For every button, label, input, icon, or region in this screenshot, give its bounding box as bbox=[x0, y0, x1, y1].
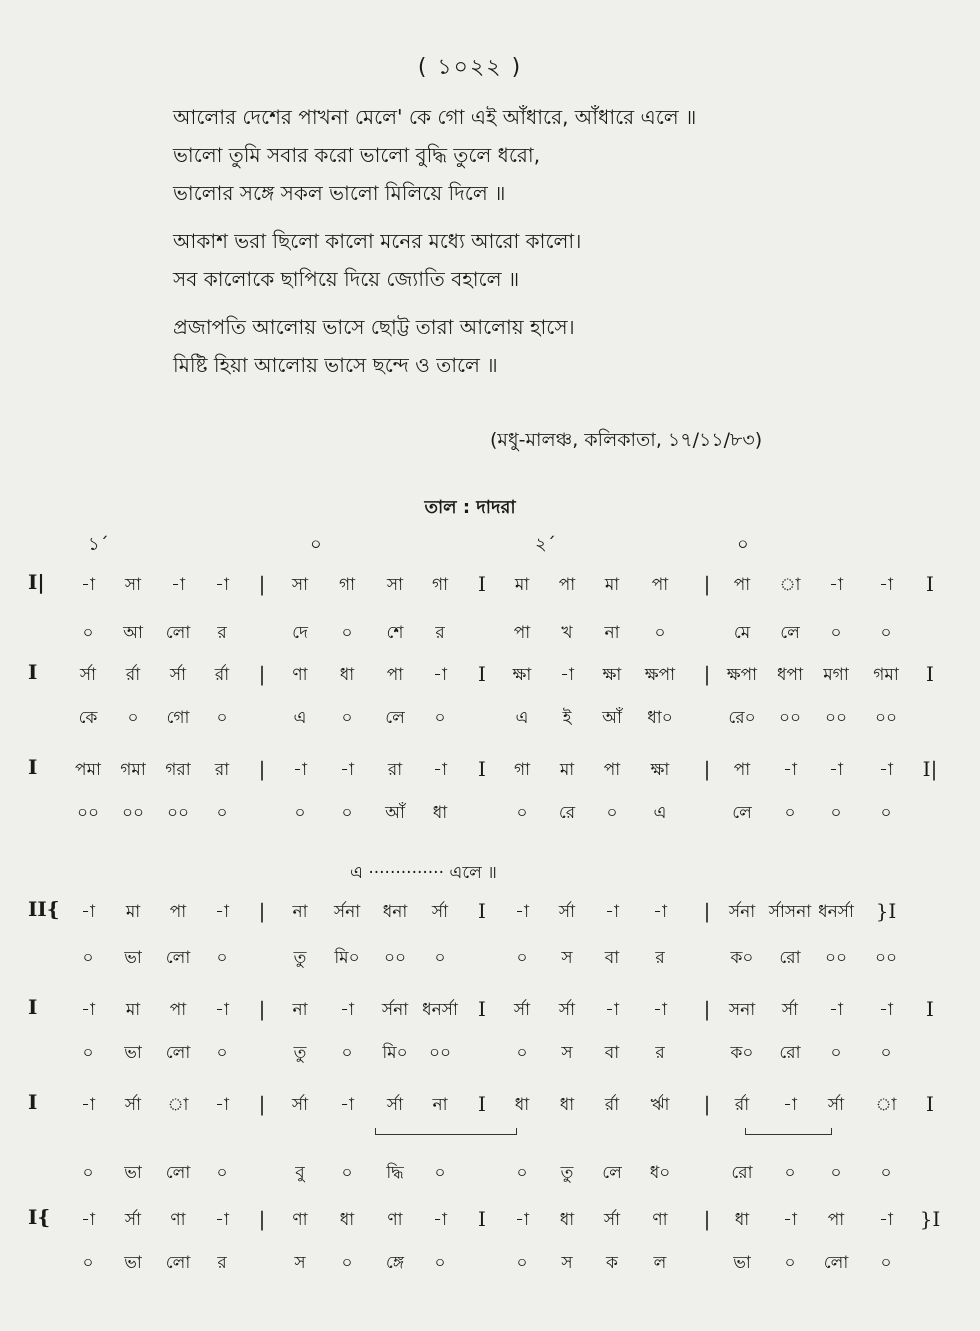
swara-note: -া bbox=[81, 902, 95, 922]
lyric-syllable: র bbox=[217, 1253, 227, 1273]
swara-note: -া bbox=[653, 1000, 667, 1020]
lyric-syllable: ভা bbox=[124, 1253, 142, 1273]
notation-row-marker: I{ bbox=[28, 1205, 51, 1229]
swara-note: ণা bbox=[292, 665, 308, 685]
lyric-syllable: পা bbox=[513, 623, 531, 643]
lyric-syllable: ০ bbox=[216, 1163, 228, 1183]
lyric-syllable: বা bbox=[604, 948, 620, 968]
swara-note: -া bbox=[433, 760, 447, 780]
bar-line: I bbox=[926, 997, 934, 1021]
swara-note: পা bbox=[386, 665, 404, 685]
lyric-syllable: লে bbox=[602, 1163, 622, 1183]
lyric-syllable: বা bbox=[604, 1043, 620, 1063]
swara-note: -া bbox=[340, 1095, 354, 1115]
lyric-syllable: স bbox=[561, 1253, 573, 1273]
swara-note: গরা bbox=[165, 760, 191, 780]
lyric-syllable: মি০ bbox=[382, 1043, 408, 1063]
swara-note: র্রা bbox=[604, 1095, 620, 1115]
swara-note: র্সা bbox=[169, 665, 187, 685]
swara-note: গা bbox=[513, 760, 531, 780]
swara-note: র্সা bbox=[558, 902, 576, 922]
swara-note: -া bbox=[340, 760, 354, 780]
swara-note: পা bbox=[733, 575, 751, 595]
swara-note: -া bbox=[81, 1095, 95, 1115]
swara-note: ণা bbox=[292, 1210, 308, 1230]
swara-note: -া bbox=[81, 1000, 95, 1020]
lyric-syllable: ভা bbox=[124, 948, 142, 968]
lyric-syllable: ০ bbox=[784, 1253, 796, 1273]
lyric-syllable: ০ bbox=[830, 623, 842, 643]
lyric-syllable: ০০ bbox=[428, 1043, 452, 1063]
swara-note: ধা bbox=[339, 665, 355, 685]
lyric-syllable: তু bbox=[293, 1043, 307, 1063]
bar-line: | bbox=[258, 997, 266, 1021]
swara-note: ক্ষপা bbox=[644, 665, 676, 685]
lyric-syllable: ভা bbox=[733, 1253, 751, 1273]
lyric-syllable: ০০ bbox=[824, 948, 848, 968]
swara-note: -া bbox=[515, 1210, 529, 1230]
lyric-line: মিষ্টি হিয়া আলোয় ভাসে ছন্দে ও তালে ॥ bbox=[173, 353, 498, 377]
swara-note: -া bbox=[879, 1210, 893, 1230]
swara-note: র্সা bbox=[431, 902, 449, 922]
bar-line: | bbox=[703, 997, 711, 1021]
swara-note: -া bbox=[215, 902, 229, 922]
swara-note: পা bbox=[169, 1000, 187, 1020]
swara-note: -া bbox=[605, 902, 619, 922]
lyric-line: ভালোর সঙ্গে সকল ভালো মিলিয়ে দিলে ॥ bbox=[173, 181, 506, 205]
lyric-syllable: ০ bbox=[830, 803, 842, 823]
lyric-syllable: স bbox=[561, 1043, 573, 1063]
swara-note: রা bbox=[214, 760, 230, 780]
lyric-syllable: রে bbox=[558, 803, 576, 823]
beat-mark: ০ bbox=[310, 534, 322, 555]
lyric-syllable: ০ bbox=[516, 948, 528, 968]
lyric-syllable: এ bbox=[293, 708, 307, 728]
lyric-syllable: ০ bbox=[82, 1163, 94, 1183]
swara-note: ক্ষা bbox=[602, 665, 622, 685]
lyric-syllable: ভা bbox=[124, 1163, 142, 1183]
swara-note: -া bbox=[293, 760, 307, 780]
swara-note: ধনা bbox=[382, 902, 408, 922]
bar-line: | bbox=[703, 662, 711, 686]
swara-note: ধনর্সা bbox=[818, 902, 854, 922]
swara-note: গমা bbox=[873, 665, 899, 685]
swara-note: -া bbox=[215, 575, 229, 595]
swara-note: ণা bbox=[170, 1210, 186, 1230]
swara-note: ধা bbox=[514, 1095, 530, 1115]
lyric-syllable: ০ bbox=[341, 623, 353, 643]
bar-line: }I bbox=[919, 1207, 941, 1231]
swara-note: পা bbox=[603, 760, 621, 780]
bar-line: I bbox=[926, 662, 934, 686]
lyric-syllable: ই bbox=[562, 708, 572, 728]
lyric-line: আলোর দেশের পাখনা মেলে' কে গো এই আঁধারে, আঁধারে এলে ॥ bbox=[173, 105, 697, 129]
swara-note: -া bbox=[215, 1000, 229, 1020]
slur-mark bbox=[745, 1128, 832, 1135]
lyric-syllable: ০ bbox=[294, 803, 306, 823]
lyric-syllable: এ bbox=[653, 803, 667, 823]
swara-note: পা bbox=[558, 575, 576, 595]
swara-note: পমা bbox=[75, 760, 101, 780]
lyric-syllable: ০০ bbox=[76, 803, 100, 823]
lyric-syllable: রে০ bbox=[728, 708, 756, 728]
lyric-syllable: আঁ bbox=[385, 803, 405, 823]
swara-note: -া bbox=[433, 665, 447, 685]
lyric-syllable: না bbox=[604, 623, 620, 643]
notation-row-marker: I bbox=[28, 660, 38, 684]
swara-note: গা bbox=[338, 575, 356, 595]
bar-line: }I bbox=[875, 899, 897, 923]
bar-line: I bbox=[478, 662, 486, 686]
swara-note: র্সনা bbox=[333, 902, 361, 922]
bar-line: | bbox=[703, 572, 711, 596]
swara-note: র্সা bbox=[124, 1095, 142, 1115]
lyric-syllable: ০ bbox=[216, 948, 228, 968]
swara-note: পা bbox=[733, 760, 751, 780]
lyric-syllable: ০ bbox=[341, 1253, 353, 1273]
tala-heading: তাল : দাদরা bbox=[424, 497, 516, 518]
lyric-syllable: গো bbox=[166, 708, 190, 728]
swara-note: -া bbox=[215, 1210, 229, 1230]
swara-note: গা bbox=[431, 575, 449, 595]
swara-note: না bbox=[432, 1095, 448, 1115]
lyric-syllable: লে bbox=[385, 708, 405, 728]
lyric-syllable: ০০ bbox=[874, 708, 898, 728]
lyric-syllable: ০ bbox=[516, 1043, 528, 1063]
swara-note: ধা bbox=[559, 1210, 575, 1230]
swara-note: -া bbox=[879, 1000, 893, 1020]
lyric-syllable: লো bbox=[165, 623, 191, 643]
swara-note: -া bbox=[783, 760, 797, 780]
swara-note: -া bbox=[340, 1000, 354, 1020]
bar-line: I bbox=[478, 1092, 486, 1116]
lyric-syllable: খ bbox=[561, 623, 573, 643]
swara-note: র্ঋা bbox=[650, 1095, 670, 1115]
swara-note: ধা bbox=[559, 1095, 575, 1115]
lyric-syllable: ভা bbox=[124, 1043, 142, 1063]
lyric-syllable: র bbox=[655, 1043, 665, 1063]
lyric-syllable: ০ bbox=[830, 1043, 842, 1063]
swara-note: সা bbox=[124, 575, 142, 595]
bar-line: I bbox=[478, 1207, 486, 1231]
bar-line: | bbox=[703, 757, 711, 781]
swara-note: না bbox=[292, 1000, 308, 1020]
swara-note: র্সা bbox=[513, 1000, 531, 1020]
swara-note: -া bbox=[81, 1210, 95, 1230]
swara-note: া bbox=[779, 575, 801, 595]
swara-note: র্সা bbox=[386, 1095, 404, 1115]
lyric-line: সব কালোকে ছাপিয়ে দিয়ে জ্যোতি বহালে ॥ bbox=[173, 267, 520, 291]
bar-line: | bbox=[258, 1207, 266, 1231]
swara-note: র্সা bbox=[827, 1095, 845, 1115]
swara-note: -া bbox=[433, 1210, 447, 1230]
swara-note: -া bbox=[879, 575, 893, 595]
lyric-syllable: ০ bbox=[82, 948, 94, 968]
swara-note: মা bbox=[604, 575, 620, 595]
lyric-syllable: আ bbox=[123, 623, 143, 643]
lyric-syllable: ০০ bbox=[874, 948, 898, 968]
lyric-syllable: লো bbox=[165, 948, 191, 968]
source-note: (মধু-মালঞ্চ, কলিকাতা, ১৭/১১/৮৩) bbox=[490, 429, 763, 451]
lyric-line: আকাশ ভরা ছিলো কালো মনের মধ্যে আরো কালো। bbox=[173, 229, 582, 253]
lyric-syllable: ০ bbox=[216, 803, 228, 823]
swara-note: র্সা bbox=[603, 1210, 621, 1230]
notation-row-marker: I bbox=[28, 1090, 38, 1114]
bar-line: | bbox=[258, 572, 266, 596]
lyric-syllable: ০০ bbox=[166, 803, 190, 823]
swara-note: ণা bbox=[652, 1210, 668, 1230]
lyric-syllable: ০ bbox=[82, 623, 94, 643]
lyric-syllable: ০০ bbox=[824, 708, 848, 728]
bar-line: I bbox=[478, 572, 486, 596]
bar-line: I bbox=[478, 899, 486, 923]
lyric-syllable: ০০ bbox=[778, 708, 802, 728]
lyric-syllable: ০ bbox=[606, 803, 618, 823]
swara-note: ধনর্সা bbox=[422, 1000, 458, 1020]
lyric-syllable: ০ bbox=[341, 708, 353, 728]
swara-note: রা bbox=[387, 760, 403, 780]
lyric-syllable: র bbox=[655, 948, 665, 968]
lyric-syllable: ল bbox=[653, 1253, 667, 1273]
lyric-syllable: মি০ bbox=[334, 948, 360, 968]
swara-note: -া bbox=[171, 575, 185, 595]
swara-note: -া bbox=[829, 760, 843, 780]
lyric-syllable: ঙ্গে bbox=[385, 1253, 405, 1273]
notation-row-marker: I| bbox=[28, 570, 45, 594]
swara-note: -া bbox=[783, 1095, 797, 1115]
swara-note: র্সা bbox=[558, 1000, 576, 1020]
lyric-syllable: দ্ধি bbox=[386, 1163, 404, 1183]
lyric-syllable: ০ bbox=[434, 1163, 446, 1183]
swara-note: া bbox=[167, 1095, 189, 1115]
lyric-syllable: রো bbox=[731, 1163, 753, 1183]
swara-note: -া bbox=[829, 1000, 843, 1020]
lyric-syllable: ০ bbox=[880, 1043, 892, 1063]
lyric-syllable: ০ bbox=[341, 1163, 353, 1183]
swara-note: মা bbox=[514, 575, 530, 595]
lyric-syllable: ০ bbox=[434, 948, 446, 968]
bar-line: | bbox=[258, 1092, 266, 1116]
lyric-syllable: ০ bbox=[516, 1163, 528, 1183]
lyric-syllable: এ bbox=[515, 708, 529, 728]
swara-note: ক্ষা bbox=[650, 760, 670, 780]
swara-note: -া bbox=[215, 1095, 229, 1115]
lyric-syllable: ০ bbox=[516, 1253, 528, 1273]
bar-line: I bbox=[926, 572, 934, 596]
bar-line: | bbox=[258, 899, 266, 923]
swara-note: না bbox=[292, 902, 308, 922]
lyric-syllable: রো bbox=[779, 948, 801, 968]
beat-mark: ০ bbox=[737, 534, 749, 555]
lyrics-block bbox=[173, 98, 893, 394]
lyric-syllable: ০ bbox=[127, 708, 139, 728]
lyric-syllable: শে bbox=[386, 623, 404, 643]
bar-line: | bbox=[703, 899, 711, 923]
swara-note: ণা bbox=[387, 1210, 403, 1230]
swara-note: -া bbox=[515, 902, 529, 922]
lyric-syllable: ধা bbox=[432, 803, 448, 823]
swara-note: -া bbox=[783, 1210, 797, 1230]
swara-note: -া bbox=[879, 760, 893, 780]
lyric-syllable: ০ bbox=[516, 803, 528, 823]
swara-note: র্রা bbox=[125, 665, 141, 685]
swara-note: ধপা bbox=[777, 665, 803, 685]
lyric-syllable: রো bbox=[779, 1043, 801, 1063]
lyric-syllable: লে bbox=[732, 803, 752, 823]
lyric-syllable: ০ bbox=[784, 1163, 796, 1183]
bar-line: | bbox=[703, 1207, 711, 1231]
swara-note: ধা bbox=[339, 1210, 355, 1230]
lyric-syllable: ক০ bbox=[730, 1043, 754, 1063]
lyric-syllable: ০ bbox=[82, 1253, 94, 1273]
swara-note: র্সা bbox=[124, 1210, 142, 1230]
swara-note: মা bbox=[125, 1000, 141, 1020]
notation-row-marker: II{ bbox=[28, 897, 60, 921]
lyric-syllable: স bbox=[294, 1253, 306, 1273]
swara-note: ক্ষপা bbox=[726, 665, 758, 685]
swara-note: র্সনা bbox=[728, 902, 756, 922]
lyric-syllable: ০ bbox=[341, 1043, 353, 1063]
swara-note: পা bbox=[827, 1210, 845, 1230]
swara-note: মা bbox=[559, 760, 575, 780]
swara-note: পা bbox=[169, 902, 187, 922]
page-number: ( ১০২২ ) bbox=[417, 55, 523, 80]
swara-note: -া bbox=[653, 902, 667, 922]
slur-mark bbox=[375, 1128, 517, 1135]
bar-line: I| bbox=[922, 757, 938, 781]
swara-note: ধা bbox=[734, 1210, 750, 1230]
swara-note: র্রা bbox=[734, 1095, 750, 1115]
lyric-syllable: ০ bbox=[880, 803, 892, 823]
lyric-syllable: লো bbox=[165, 1163, 191, 1183]
lyric-syllable: ০ bbox=[434, 1253, 446, 1273]
lyric-syllable: ০ bbox=[880, 1163, 892, 1183]
lyric-syllable: ০ bbox=[216, 1043, 228, 1063]
swara-note: র্সাসনা bbox=[768, 902, 812, 922]
beat-mark: ১´ bbox=[88, 534, 109, 555]
lyric-syllable: মে bbox=[733, 623, 751, 643]
swara-note: সা bbox=[291, 575, 309, 595]
lyric-syllable: তু bbox=[560, 1163, 574, 1183]
bar-line: | bbox=[703, 1092, 711, 1116]
swara-note: র্সনা bbox=[381, 1000, 409, 1020]
swara-note: -া bbox=[605, 1000, 619, 1020]
lyric-syllable: ক bbox=[606, 1253, 618, 1273]
swara-note: সনা bbox=[728, 1000, 756, 1020]
swara-note: পা bbox=[651, 575, 669, 595]
notation-row-marker: I bbox=[28, 755, 38, 779]
swara-note: মা bbox=[125, 902, 141, 922]
lyric-line: প্রজাপতি আলোয় ভাসে ছোট্ট তারা আলোয় হাসে। bbox=[173, 315, 575, 339]
lyric-syllable: ধ০ bbox=[649, 1163, 671, 1183]
lyric-syllable: লো bbox=[165, 1253, 191, 1273]
lyric-syllable: স bbox=[561, 948, 573, 968]
swara-note: া bbox=[875, 1095, 897, 1115]
bar-line: I bbox=[478, 757, 486, 781]
lyric-syllable: ০ bbox=[216, 708, 228, 728]
lyric-syllable: ০ bbox=[880, 623, 892, 643]
lyric-syllable: দে bbox=[292, 623, 308, 643]
lyric-syllable: লো bbox=[165, 1043, 191, 1063]
lyric-line: ভালো তুমি সবার করো ভালো বুদ্ধি তুলে ধরো, bbox=[173, 143, 541, 167]
bar-line: | bbox=[258, 662, 266, 686]
swara-note: -া bbox=[829, 575, 843, 595]
lyric-syllable: ধা০ bbox=[647, 708, 673, 728]
bar-line: | bbox=[258, 757, 266, 781]
lyric-syllable: ক০ bbox=[730, 948, 754, 968]
bar-line: I bbox=[478, 997, 486, 1021]
lyric-syllable: লে bbox=[780, 623, 800, 643]
swara-note: -া bbox=[560, 665, 574, 685]
lyric-syllable: র bbox=[217, 623, 227, 643]
swara-note: র্সা bbox=[79, 665, 97, 685]
lyric-syllable: ০ bbox=[784, 803, 796, 823]
bar-line: I bbox=[926, 1092, 934, 1116]
lyric-syllable: কে bbox=[78, 708, 98, 728]
lyric-syllable: বু bbox=[295, 1163, 305, 1183]
lyric-syllable: ০ bbox=[82, 1043, 94, 1063]
refrain-marker: এ ·············· এলে ॥ bbox=[350, 863, 497, 883]
swara-note: গমা bbox=[120, 760, 146, 780]
swara-note: ক্ষা bbox=[512, 665, 532, 685]
stanza-2 bbox=[173, 222, 893, 298]
beat-mark: ২´ bbox=[535, 534, 556, 555]
stanza-1 bbox=[173, 98, 893, 212]
lyric-syllable: র bbox=[435, 623, 445, 643]
lyric-syllable: ০ bbox=[341, 803, 353, 823]
lyric-syllable: তু bbox=[293, 948, 307, 968]
lyric-syllable: ০ bbox=[654, 623, 666, 643]
notation-row-marker: I bbox=[28, 995, 38, 1019]
lyric-syllable: আঁ bbox=[602, 708, 622, 728]
swara-note: র্সা bbox=[781, 1000, 799, 1020]
lyric-syllable: ০ bbox=[434, 708, 446, 728]
swara-note: র্রা bbox=[214, 665, 230, 685]
lyric-syllable: ০০ bbox=[383, 948, 407, 968]
swara-note: -া bbox=[81, 575, 95, 595]
lyric-syllable: লো bbox=[823, 1253, 849, 1273]
lyric-syllable: ০ bbox=[830, 1163, 842, 1183]
lyric-syllable: ০০ bbox=[121, 803, 145, 823]
stanza-3 bbox=[173, 308, 893, 384]
swara-note: মগা bbox=[823, 665, 849, 685]
beat-marks bbox=[0, 530, 980, 560]
swara-note: সা bbox=[386, 575, 404, 595]
swara-note: র্সা bbox=[291, 1095, 309, 1115]
lyric-syllable: ০ bbox=[880, 1253, 892, 1273]
